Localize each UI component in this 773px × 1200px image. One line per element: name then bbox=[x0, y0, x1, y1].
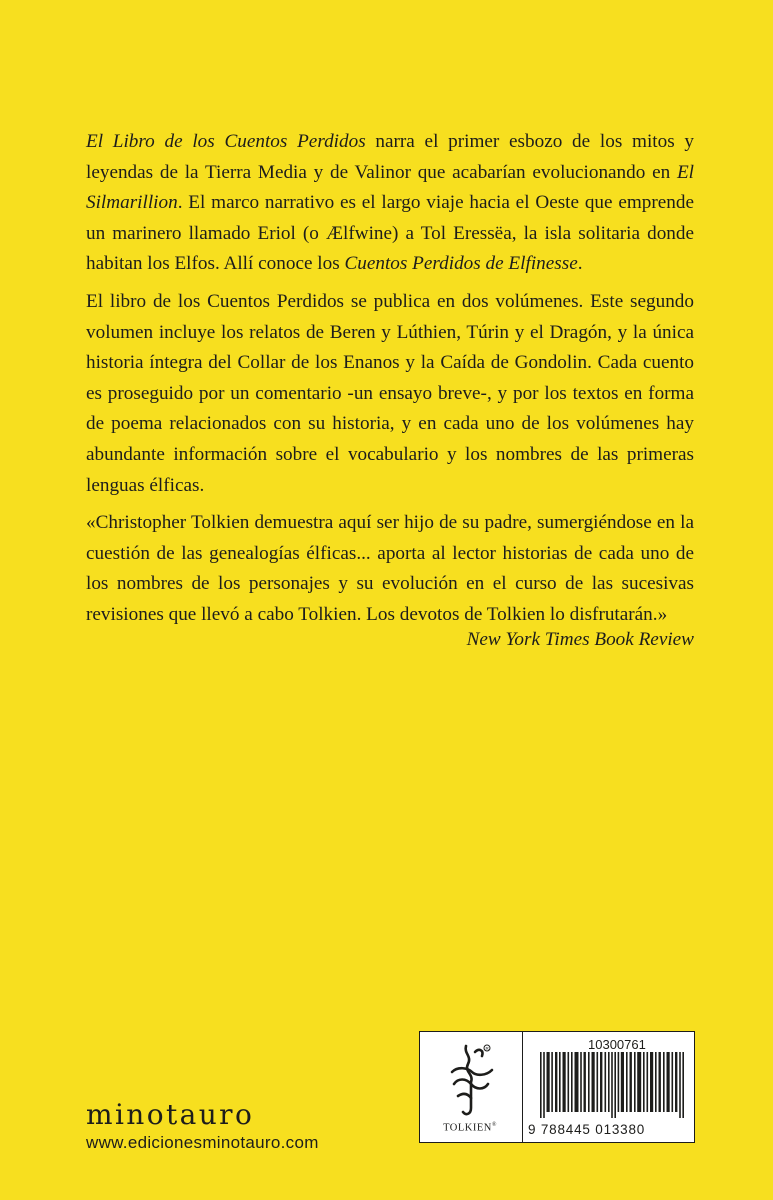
blurb-text: . bbox=[577, 253, 583, 275]
blurb-text: narra el primer esbozo de los mitos y leyendas de la Tierra Media y de Valinor que acabarían evolucionando en bbox=[86, 131, 695, 183]
barcode bbox=[540, 1052, 686, 1118]
publisher-url[interactable]: www.edicionesminotauro.com bbox=[86, 1133, 319, 1152]
svg-text:R: R bbox=[485, 1046, 489, 1051]
blurb-text: El libro de los Cuentos Perdidos se publica en dos volúmenes. Este segundo volumen incluye los relatos de Beren y Lúthien, Túrin y el Dragón, y la única historia íntegra del Collar de los Enanos y la Caída de Gondolin. Cada cuento es proseguido por un comentario -un ensayo breve-, y por los textos en forma de poema relacionados con su historia, y en cada uno de los volúmenes hay abundante información sobre el vocabulario y los nombres de las primeras lenguas élficas. bbox=[86, 291, 694, 496]
blurb-paragraph-1 bbox=[86, 127, 694, 280]
product-code: 10300761 bbox=[588, 1037, 646, 1052]
publisher-name: minotauro bbox=[86, 1098, 255, 1131]
review-quote bbox=[86, 508, 694, 630]
quote-source: New York Times Book Review bbox=[466, 629, 694, 650]
book-title: El Libro de los Cuentos Perdidos bbox=[86, 131, 366, 152]
barcode-label bbox=[419, 1031, 695, 1143]
tolkien-monogram-icon bbox=[444, 1038, 500, 1122]
tolkien-logo bbox=[420, 1032, 523, 1142]
book-title: Cuentos Perdidos de Elfinesse bbox=[344, 253, 578, 275]
logo-wordmark: TOLKIEN® bbox=[443, 1122, 497, 1134]
blurb-paragraph-2 bbox=[86, 287, 694, 501]
isbn-number: 9 788445 013380 bbox=[528, 1122, 646, 1137]
blurb-text: . El marco narrativo es el largo viaje hacia el Oeste que emprende un marinero llamado Eriol (o Ælfwine) a Tol Eressëa, la isla solitaria donde habitan los Elfos. Allí conoce los bbox=[86, 192, 694, 275]
book-title: El Silmarillion bbox=[86, 161, 694, 214]
quote-text: «Christopher Tolkien demuestra aquí ser hijo de su padre, sumergiéndose en la cuestión de las genealogías élficas... aporta al lector historias de cada uno de los nombres de los personajes y su evolución en el curso de las sucesivas revisiones que llevó a cabo Tolkien. Los devotos de Tolkien lo disfrutarán.» bbox=[86, 512, 694, 625]
